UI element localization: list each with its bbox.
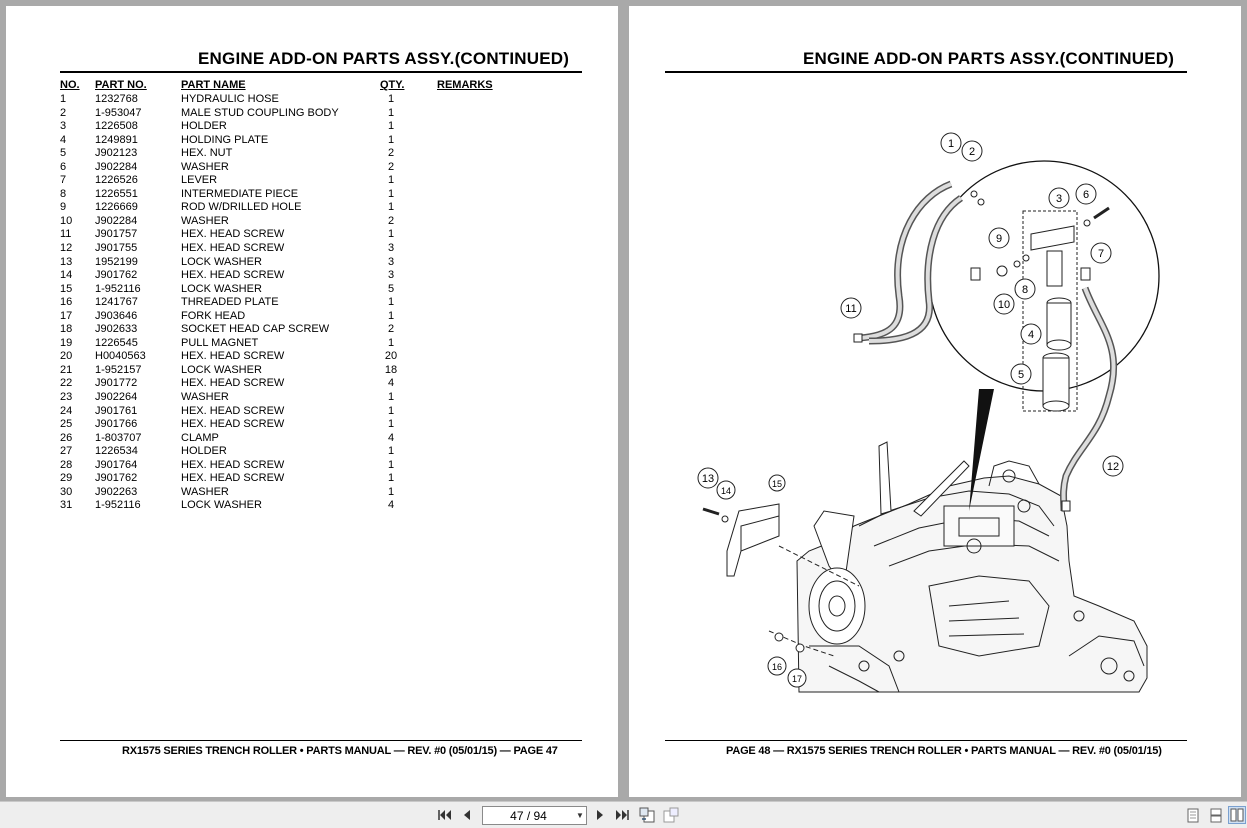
table-row (60, 364, 540, 378)
part-qty: 2 (387, 147, 395, 160)
part-qty: 3 (387, 269, 395, 282)
part-name: HEX. NUT (181, 147, 233, 160)
callout-number: 8 (1021, 284, 1029, 296)
footer-rule (665, 740, 1187, 741)
part-qty: 2 (387, 214, 395, 227)
callout-number: 13 (701, 473, 715, 485)
table-row (60, 228, 540, 242)
part-name: WASHER (181, 214, 229, 227)
part-name: INTERMEDIATE PIECE (181, 187, 299, 200)
part-name: HEX. HEAD SCREW (181, 418, 285, 431)
part-number: J902633 (95, 323, 138, 336)
part-qty: 1 (387, 404, 395, 417)
part-number: 1-952116 (95, 282, 141, 295)
part-qty: 1 (387, 445, 395, 458)
callout-number: 14 (720, 486, 732, 496)
part-name: WASHER (181, 485, 229, 498)
table-row (60, 310, 540, 324)
table-row (60, 269, 540, 283)
part-name: HOLDING PLATE (181, 133, 269, 146)
right-page (629, 6, 1241, 797)
part-name: HEX. HEAD SCREW (181, 458, 285, 471)
part-number-index: 22 (60, 377, 73, 390)
part-name: WASHER (181, 160, 229, 173)
part-qty: 2 (387, 160, 395, 173)
part-qty: 5 (387, 282, 395, 295)
part-name: HEX. HEAD SCREW (181, 472, 285, 485)
part-number-index: 28 (60, 458, 73, 471)
part-qty: 1 (387, 336, 395, 349)
part-number-index: 30 (60, 485, 73, 498)
part-name: LEVER (181, 174, 218, 187)
part-number: 1226534 (95, 445, 138, 458)
part-qty: 4 (387, 431, 395, 444)
callout-number: 6 (1082, 189, 1090, 201)
part-name: HYDRAULIC HOSE (181, 93, 279, 105)
part-number: J901757 (95, 228, 138, 241)
table-row (60, 445, 540, 459)
continuous-view-icon[interactable] (1207, 806, 1225, 824)
part-qty: 1 (387, 187, 395, 200)
part-number-index: 19 (60, 336, 73, 349)
exploded-parts-diagram (629, 6, 1241, 726)
page-title: ENGINE ADD-ON PARTS ASSY.(CONTINUED) (803, 49, 1175, 68)
part-number: 1-803707 (95, 431, 142, 444)
single-page-view-icon[interactable] (1184, 806, 1202, 824)
part-name: LOCK WASHER (181, 255, 262, 268)
part-number: 1226526 (95, 174, 138, 187)
part-number-index: 13 (60, 255, 73, 268)
part-qty: 4 (387, 499, 395, 512)
callout-number: 11 (845, 303, 857, 315)
table-row (60, 432, 540, 446)
part-name: HOLDER (181, 445, 227, 458)
part-qty: 1 (387, 133, 395, 146)
part-number-index: 21 (60, 363, 73, 376)
parts-table-body (60, 93, 540, 513)
part-number: J902284 (95, 214, 138, 227)
table-row (60, 296, 540, 310)
table-row (60, 405, 540, 419)
part-number-index: 1 (60, 93, 67, 105)
part-qty: 1 (387, 472, 395, 485)
part-number: 1-952157 (95, 363, 142, 376)
title-rule (60, 71, 582, 73)
table-row (60, 391, 540, 405)
table-row (60, 188, 540, 202)
callout-number: 17 (791, 674, 803, 684)
col-no: NO. (60, 79, 80, 91)
page-footer: PAGE 48 — RX1575 SERIES TRENCH ROLLER • PARTS MANUAL — REV. #0 (05/01/15) (726, 745, 1162, 757)
part-name: HEX. HEAD SCREW (181, 228, 285, 241)
table-row (60, 459, 540, 473)
part-qty: 1 (387, 309, 395, 322)
part-name: HEX. HEAD SCREW (181, 269, 285, 282)
col-qty: QTY. (380, 79, 405, 91)
last-page-icon[interactable] (613, 806, 631, 824)
part-number: 1-953047 (95, 106, 142, 119)
go-forward-icon[interactable] (662, 806, 680, 824)
part-number-index: 3 (60, 120, 67, 133)
callout-number: 3 (1055, 193, 1063, 205)
callout-number: 1 (947, 138, 955, 150)
col-remarks: REMARKS (437, 79, 493, 91)
part-number: J901761 (95, 404, 138, 417)
part-number-index: 14 (60, 269, 73, 282)
callout-number: 12 (1106, 461, 1120, 473)
part-number-index: 5 (60, 147, 67, 160)
part-qty: 1 (387, 93, 395, 105)
part-qty: 3 (387, 255, 395, 268)
part-name: LOCK WASHER (181, 282, 262, 295)
part-number-index: 4 (60, 133, 67, 146)
table-row (60, 93, 540, 107)
part-number: J901766 (95, 418, 138, 431)
part-qty: 1 (387, 418, 395, 431)
callout-number: 10 (997, 299, 1011, 311)
prev-page-icon[interactable] (458, 806, 476, 824)
part-number: J902264 (95, 391, 138, 404)
table-row (60, 486, 540, 500)
table-row (60, 134, 540, 148)
go-back-icon[interactable] (638, 806, 656, 824)
part-number: J901762 (95, 472, 138, 485)
part-number: 1232768 (95, 93, 138, 105)
part-name: LOCK WASHER (181, 363, 262, 376)
part-name: PULL MAGNET (181, 336, 259, 349)
part-number-index: 6 (60, 160, 67, 173)
part-number-index: 10 (60, 214, 73, 227)
part-number: 1241767 (95, 296, 138, 309)
part-name: HEX. HEAD SCREW (181, 350, 285, 363)
table-row (60, 215, 540, 229)
part-qty: 4 (387, 377, 395, 390)
first-page-icon[interactable] (436, 806, 454, 824)
part-name: HEX. HEAD SCREW (181, 377, 285, 390)
facing-pages-view-icon[interactable] (1228, 806, 1246, 824)
table-row (60, 283, 540, 297)
table-row (60, 107, 540, 121)
callout-number: 16 (771, 662, 783, 672)
part-qty: 20 (384, 350, 398, 363)
pdf-viewer-toolbar (0, 801, 1247, 828)
callout-number: 9 (995, 233, 1003, 245)
callout-number: 4 (1027, 329, 1035, 341)
part-number: J901755 (95, 242, 138, 255)
part-number: 1249891 (95, 133, 138, 146)
callout-number: 2 (968, 146, 976, 158)
part-number-index: 18 (60, 323, 73, 336)
table-row (60, 256, 540, 270)
page-title: ENGINE ADD-ON PARTS ASSY.(CONTINUED) (198, 49, 570, 68)
page-indicator: 47 / 94 (510, 808, 547, 823)
part-qty: 3 (387, 242, 395, 255)
table-row (60, 242, 540, 256)
part-qty: 1 (387, 201, 395, 214)
footer-rule (60, 740, 582, 741)
part-number-index: 27 (60, 445, 73, 458)
table-row (60, 174, 540, 188)
col-part-name: PART NAME (181, 79, 246, 91)
part-number: J902123 (95, 147, 138, 160)
callout-number: 7 (1097, 248, 1105, 260)
table-row (60, 120, 540, 134)
part-number-index: 31 (60, 499, 73, 512)
part-qty: 1 (387, 391, 395, 404)
part-qty: 1 (387, 458, 395, 471)
left-page (6, 6, 618, 797)
table-row (60, 161, 540, 175)
part-number-index: 15 (60, 282, 73, 295)
part-number-index: 11 (60, 228, 72, 241)
part-number: J902284 (95, 160, 138, 173)
chevron-down-icon: ▼ (576, 811, 584, 820)
table-row (60, 147, 540, 161)
part-number-index: 26 (60, 431, 73, 444)
part-number: J901772 (95, 377, 138, 390)
part-name: HOLDER (181, 120, 227, 133)
callout-number: 15 (771, 479, 783, 489)
part-qty: 2 (387, 323, 395, 336)
part-number: J901764 (95, 458, 138, 471)
part-qty: 1 (387, 174, 395, 187)
part-number: H0040563 (95, 350, 146, 363)
part-qty: 1 (387, 106, 395, 119)
part-number: 1952199 (95, 255, 138, 268)
table-row (60, 337, 540, 351)
part-number-index: 8 (60, 187, 67, 200)
part-number-index: 25 (60, 418, 73, 431)
table-row (60, 323, 540, 337)
part-number: 1226545 (95, 336, 138, 349)
part-number-index: 29 (60, 472, 73, 485)
part-name: LOCK WASHER (181, 499, 262, 512)
part-qty: 1 (387, 296, 395, 309)
part-number-index: 17 (60, 309, 73, 322)
part-qty: 1 (387, 485, 395, 498)
part-name: HEX. HEAD SCREW (181, 242, 285, 255)
part-number-index: 7 (60, 174, 67, 187)
part-number: J902263 (95, 485, 138, 498)
part-qty: 18 (384, 363, 398, 376)
part-number-index: 23 (60, 391, 73, 404)
part-name: FORK HEAD (181, 309, 246, 322)
part-number-index: 20 (60, 350, 73, 363)
part-number-index: 9 (60, 201, 67, 214)
part-name: CLAMP (181, 431, 219, 444)
part-number: 1226551 (95, 187, 138, 200)
part-name: THREADED PLATE (181, 296, 279, 309)
callout-number: 5 (1017, 369, 1025, 381)
part-name: SOCKET HEAD CAP SCREW (181, 323, 330, 336)
part-qty: 1 (387, 120, 395, 133)
table-row (60, 201, 540, 215)
part-name: WASHER (181, 391, 229, 404)
part-number: 1226508 (95, 120, 138, 133)
part-name: ROD W/DRILLED HOLE (181, 201, 302, 214)
part-number-index: 16 (60, 296, 73, 309)
page-footer: RX1575 SERIES TRENCH ROLLER • PARTS MANUAL — REV. #0 (05/01/15) — PAGE 47 (122, 745, 558, 757)
part-number: J903646 (95, 309, 138, 322)
part-number: 1226669 (95, 201, 138, 214)
part-qty: 1 (387, 228, 395, 241)
part-number: J901762 (95, 269, 138, 282)
next-page-icon[interactable] (591, 806, 609, 824)
table-row (60, 418, 540, 432)
part-number-index: 2 (60, 106, 67, 119)
table-row (60, 377, 540, 391)
page-number-select[interactable] (482, 806, 587, 825)
part-number-index: 24 (60, 404, 73, 417)
part-number-index: 12 (60, 242, 73, 255)
table-row (60, 350, 540, 364)
part-name: HEX. HEAD SCREW (181, 404, 285, 417)
part-number: 1-952116 (95, 499, 141, 512)
part-name: MALE STUD COUPLING BODY (181, 106, 339, 119)
table-row (60, 499, 540, 513)
table-row (60, 472, 540, 486)
col-part-no: PART NO. (95, 79, 147, 91)
